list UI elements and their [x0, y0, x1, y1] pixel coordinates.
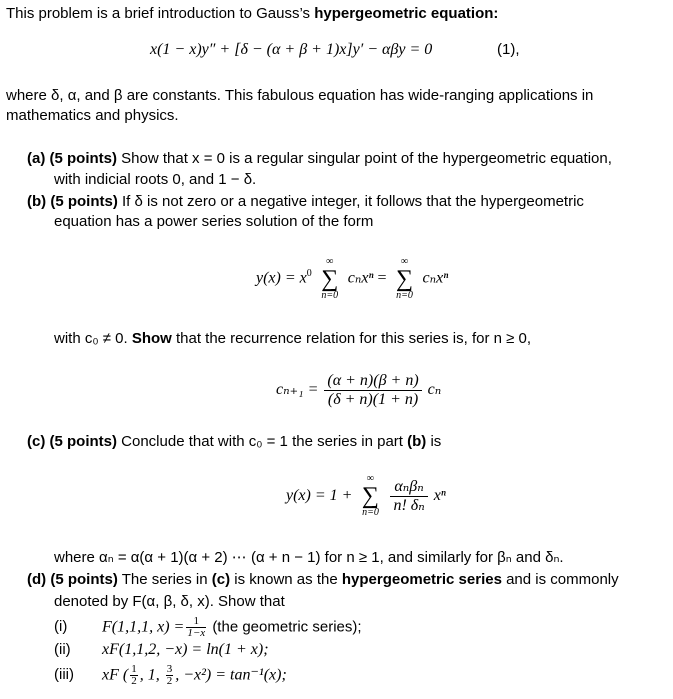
sum-symbol: ∞ ∑ n=0 [395, 255, 414, 301]
part-b-line-2: equation has a power series solution of the form [54, 213, 374, 230]
list-item-iii: (iii) xF ( $\frac{1}{2}$ , 1, $\frac{3}{2}$ , −x²) = tan⁻¹(x); [54, 663, 287, 687]
part-c-label: (c) (5 points) [27, 433, 117, 450]
part-d-line-2: denoted by F(α, β, δ, x). Show that [54, 593, 285, 610]
recurrence-equation: cₙ₊₁ = $\frac{(\alpha + n)(\beta + n)}{(\delta + n)(1 + n)}$ cₙ [276, 371, 442, 408]
where-line-1: where δ, α, and β are constants. This fabulous equation has wide-ranging applications in [6, 87, 594, 104]
part-c-line: (c) (5 points) Conclude that with c₀ = 1 the series in part (b) is [27, 433, 442, 450]
main-equation [150, 40, 432, 60]
list-item-i: (i) F(1,1,1, x) = $\frac{1}{1-x}$ (the geometric series); [54, 615, 362, 639]
part-d-label: (d) (5 points) [27, 571, 118, 588]
part-d-line-1: (d) (5 points) The series in (c) is known as the hypergeometric series and is commonly [27, 571, 619, 588]
part-a-label: (a) (5 points) [27, 150, 117, 167]
intro-text: This problem is a brief introduction to Gauss’s [6, 5, 315, 22]
intro-line [6, 4, 498, 24]
part-a-line-1: (a) (5 points) Show that x = 0 is a regular singular point of the hypergeometric equation, [27, 150, 612, 167]
part-b-label: (b) (5 points) [27, 193, 118, 210]
intro-bold-term: hypergeometric equation: [314, 5, 499, 22]
list-item-ii: (ii) xF(1,1,2, −x) = ln(1 + x); [54, 641, 269, 658]
equation-label: (1), [497, 41, 520, 58]
where-line-2: mathematics and physics. [6, 107, 179, 124]
series-equation: $y(x) = x^0$ ∞ ∑ n=0 cₙxⁿ = ∞ ∑ n=0 cₙxⁿ [256, 255, 449, 301]
main-equation-text: x(1 − x)y″ + [δ − (α + β + 1)x]y′ − αβy = 0 [150, 41, 433, 58]
series-c-equation: y(x) = 1 + ∞ ∑ n=0 $\frac{\text{αₙβₙ}}{\text{n! δₙ}}$ xⁿ [286, 473, 446, 519]
recurrence-intro: with c₀ ≠ 0. Show that the recurrence relation for this series is, for n ≥ 0, [54, 330, 532, 347]
part-a-line-2: with indicial roots 0, and 1 − δ. [54, 171, 257, 188]
part-b-line-1: (b) (5 points) If δ is not zero or a negative integer, it follows that the hypergeometric [27, 193, 584, 210]
sum-symbol: ∞ ∑ n=0 [361, 473, 379, 519]
recurrence-fraction: $\frac{(\alpha + n)(\beta + n)}{(\delta + n)(1 + n)}$ [324, 372, 421, 409]
sum-symbol: ∞ ∑ n=0 [321, 255, 339, 301]
part-c-where: where αₙ = α(α + 1)(α + 2) ⋯ (α + n − 1) for n ≥ 1, and similarly for βₙ and δₙ. [54, 549, 564, 566]
series-c-fraction: $\frac{\text{αₙβₙ}}{\text{n! δₙ}}$ [390, 478, 427, 515]
